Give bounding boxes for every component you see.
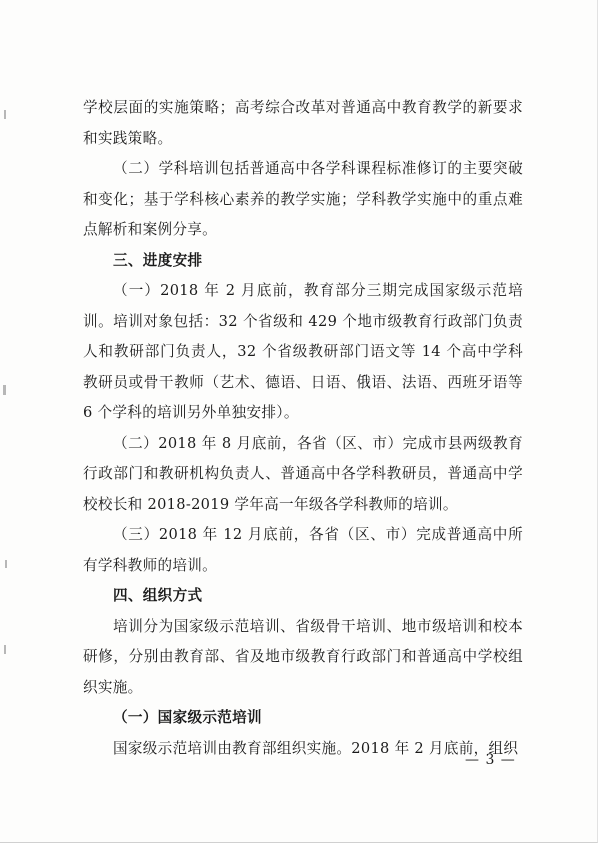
paragraph-subject-training: （二）学科培训包括普通高中各学科课程标准修订的主要突破和变化；基于学科核心素养的教学实施；学科教学实施中的重点难点解析和案例分享。 xyxy=(83,160,523,238)
scan-mark xyxy=(3,385,6,395)
paragraph-organization: 培训分为国家级示范培训、省级骨干培训、地市级培训和校本研修，分别由教育部、省及地市级教育行政部门和普通高中学校组织实施。 xyxy=(83,617,523,696)
paragraph-schedule-1: （一）2018 年 2 月底前，教育部分三期完成国家级示范培训。培训对象包括：32 个省级和 429 个地市级教育行政部门负责人和教研部门负责人，32 个省级教研部门语文等 14 个高中学科教研员或骨干教师（艺术、德语、日语、俄语、法语、西班牙语等 6 个学科的培训另外单独安排）。 xyxy=(83,282,523,421)
document-body xyxy=(83,93,523,764)
paragraph-schedule-2: （二）2018 年 8 月底前，各省（区、市）完成市县两级教育行政部门和教研机构负责人、普通高中各学科教研员，普通高中学校校长和 2018-2019 学年高一年级各学科教师的培训。 xyxy=(83,434,523,513)
paragraph-schedule-3: （三）2018 年 12 月底前，各省（区、市）完成普通高中所有学科教师的培训。 xyxy=(83,526,523,574)
subheading-national-training: （一）国家级示范培训 xyxy=(113,709,262,726)
section-heading-schedule: 三、进度安排 xyxy=(113,251,203,269)
scan-mark xyxy=(4,110,6,119)
scan-mark xyxy=(4,645,6,654)
page-number: — 3 — xyxy=(465,752,516,768)
scan-mark xyxy=(5,560,7,568)
paragraph-national-training: 国家级示范培训由教育部组织实施。2018 年 2 月底前，组织 xyxy=(113,739,519,757)
section-heading-organization: 四、组织方式 xyxy=(113,587,203,604)
paragraph-continuation: 学校层面的实施策略；高考综合改革对普通高中教育教学的新要求和实践策略。 xyxy=(83,99,523,147)
